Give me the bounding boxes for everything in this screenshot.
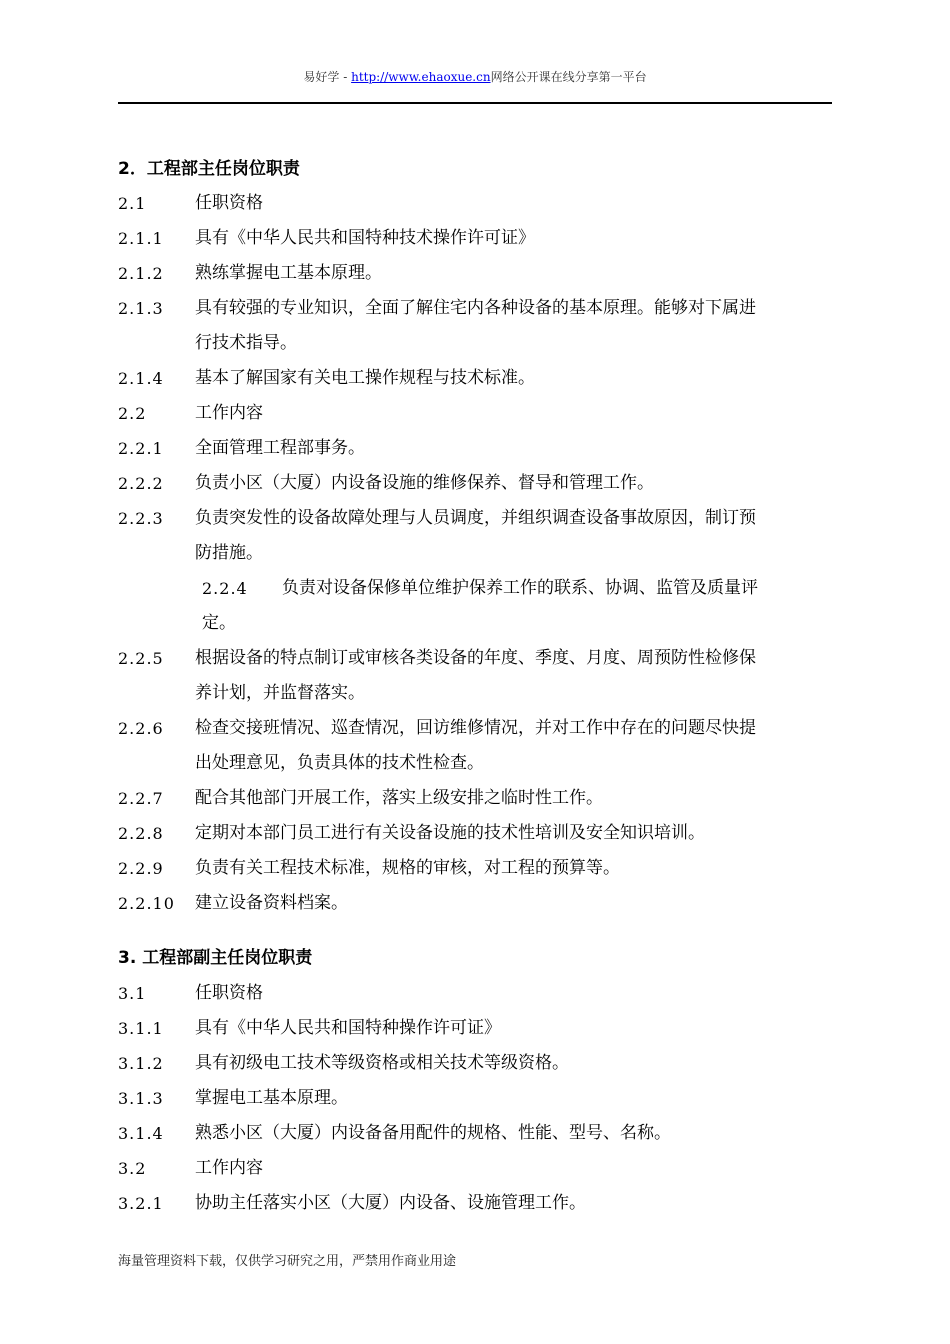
item-number: 3.1.2 xyxy=(118,1054,164,1073)
item-number: 3.1 xyxy=(118,984,147,1003)
item-number: 2.2.6 xyxy=(118,719,164,738)
item-text: 工作内容 xyxy=(195,1158,263,1178)
item-number: 2.2.9 xyxy=(118,859,164,878)
item-text: 负责对设备保修单位维护保养工作的联系、协调、监管及质量评 xyxy=(282,578,758,598)
header-suffix: 网络公开课在线分享第一平台 xyxy=(490,70,647,84)
item-text: 根据设备的特点制订或审核各类设备的年度、季度、月度、周预防性检修保 xyxy=(195,648,756,668)
item-number: 2.2.5 xyxy=(118,649,164,668)
item-text: 熟悉小区（大厦）内设备备用配件的规格、性能、型号、名称。 xyxy=(195,1123,671,1143)
item-text: 具有《中华人民共和国特种技术操作许可证》 xyxy=(195,228,535,248)
header-divider xyxy=(118,102,832,104)
item-continuation: 行技术指导。 xyxy=(195,333,297,353)
page-header xyxy=(0,68,950,85)
item-text: 基本了解国家有关电工操作规程与技术标准。 xyxy=(195,368,535,388)
item-number: 2.1.1 xyxy=(118,229,164,248)
item-number: 2.2.3 xyxy=(118,509,164,528)
item-continuation: 定。 xyxy=(202,613,236,633)
item-text: 具有较强的专业知识，全面了解住宅内各种设备的基本原理。能够对下属进 xyxy=(195,298,756,318)
item-number: 2.2.1 xyxy=(118,439,164,458)
item-text: 工作内容 xyxy=(195,403,263,423)
item-text: 任职资格 xyxy=(195,983,263,1003)
item-text: 定期对本部门员工进行有关设备设施的技术性培训及安全知识培训。 xyxy=(195,823,705,843)
item-number: 3.2.1 xyxy=(118,1194,164,1213)
header-prefix: 易好学 - xyxy=(303,70,352,84)
section-2-title: 2．工程部主任岗位职责 xyxy=(118,159,300,179)
item-text: 具有初级电工技术等级资格或相关技术等级资格。 xyxy=(195,1053,569,1073)
item-number: 2.2.4 xyxy=(202,579,248,598)
item-number: 2.2.2 xyxy=(118,474,164,493)
item-continuation: 防措施。 xyxy=(195,543,263,563)
item-text: 负责小区（大厦）内设备设施的维修保养、督导和管理工作。 xyxy=(195,473,654,493)
item-text: 负责突发性的设备故障处理与人员调度，并组织调查设备事故原因，制订预 xyxy=(195,508,756,528)
item-number: 2.2 xyxy=(118,404,147,423)
item-number: 2.2.8 xyxy=(118,824,164,843)
item-text: 负责有关工程技术标准，规格的审核，对工程的预算等。 xyxy=(195,858,620,878)
item-number: 3.1.1 xyxy=(118,1019,164,1038)
header-link[interactable]: http://www.ehaoxue.cn xyxy=(351,70,491,84)
item-text: 检查交接班情况、巡查情况，回访维修情况，并对工作中存在的问题尽快提 xyxy=(195,718,756,738)
page-footer: 海量管理资料下载，仅供学习研究之用，严禁用作商业用途 xyxy=(118,1254,457,1269)
item-text: 协助主任落实小区（大厦）内设备、设施管理工作。 xyxy=(195,1193,586,1213)
item-number: 2.1.2 xyxy=(118,264,164,283)
item-number: 2.1.4 xyxy=(118,369,164,388)
item-text: 全面管理工程部事务。 xyxy=(195,438,365,458)
item-text: 建立设备资料档案。 xyxy=(195,893,348,913)
item-number: 2.1 xyxy=(118,194,147,213)
section-3-title: 3. 工程部副主任岗位职责 xyxy=(118,948,313,968)
item-number: 3.1.3 xyxy=(118,1089,164,1108)
item-number: 2.2.10 xyxy=(118,894,175,913)
item-number: 3.1.4 xyxy=(118,1124,164,1143)
item-continuation: 出处理意见，负责具体的技术性检查。 xyxy=(195,753,484,773)
item-text: 配合其他部门开展工作，落实上级安排之临时性工作。 xyxy=(195,788,603,808)
item-text: 熟练掌握电工基本原理。 xyxy=(195,263,382,283)
item-number: 2.1.3 xyxy=(118,299,164,318)
item-text: 具有《中华人民共和国特种操作许可证》 xyxy=(195,1018,501,1038)
item-number: 2.2.7 xyxy=(118,789,164,808)
item-number: 3.2 xyxy=(118,1159,147,1178)
item-continuation: 养计划，并监督落实。 xyxy=(195,683,365,703)
item-text: 掌握电工基本原理。 xyxy=(195,1088,348,1108)
item-text: 任职资格 xyxy=(195,193,263,213)
